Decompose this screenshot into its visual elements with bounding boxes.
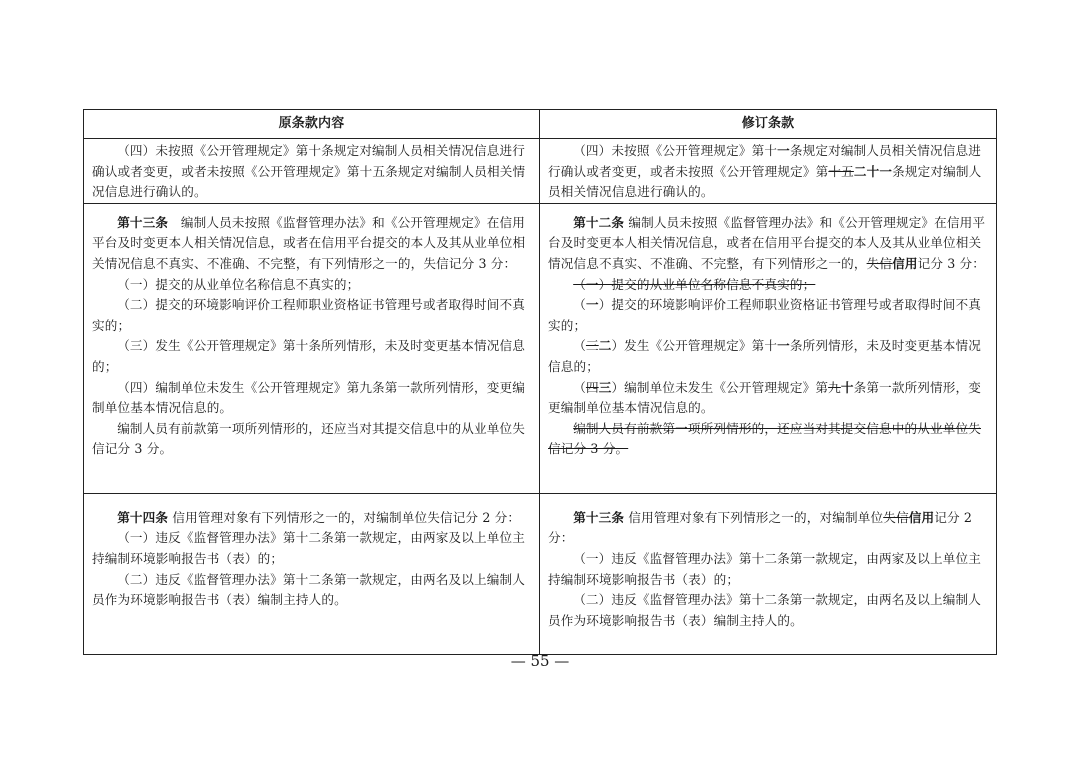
header-original: 原条款内容 [84,110,540,139]
article-paragraph: 第十四条 信用管理对象有下列情形之一的，对编制单位失信记分 2 分： [117,509,521,525]
table-row [84,203,997,493]
original-cell [84,203,540,493]
closing-paragraph: 编制人员有前款第一项所列情形的，还应当对其提交信息中的从业单位失信记分 3 分。 [92,420,525,457]
revised-item-4: （四）未按照《公开管理规定》第十一条规定对编制人员相关情况信息进行确认或者变更，或者未按照《公开管理规定》第十五二十一条规定对编制人员相关情况信息进行确认的。 [548,143,982,200]
article-paragraph: 第十二条 编制人员未按照《监督管理办法》和《公开管理规定》在信用平台及时变更本人相关情况信息，或者在信用平台提交的本人及其从业单位相关情况信息不真实、不准确、不完整，有下列情形之一的，失信信用记分 3 分： [548,214,986,271]
list-item: （一）违反《监督管理办法》第十二条第一款规定，由两家及以上单位主持编制环境影响报告书（表）的； [548,550,981,587]
header-revised: 修订条款 [540,110,997,139]
revised-cell [540,139,997,204]
list-item: （三）发生《公开管理规定》第十条所列情形，未及时变更基本情况信息的； [92,338,525,374]
table-row [84,493,997,654]
inserted-text: 一 [777,143,790,158]
article-paragraph: 第十三条 编制人员未按照《监督管理办法》和《公开管理规定》在信用平台及时变更本人相关情况信息，或者在信用平台提交的本人及其从业单位相关情况信息不真实、不准确、不完整，有下列情形之一的，失信记分 3 分： [92,214,526,271]
inserted-text: 信用 [908,509,935,525]
article-title: 第十三条 [573,509,625,525]
original-item-4: （四）未按照《公开管理规定》第十条规定对编制人员相关情况信息进行确认或者变更，或者未按照《公开管理规定》第十五条规定对编制人员相关情况信息进行确认的。 [92,143,526,200]
inserted-text: 二十一 [853,163,893,179]
page-number: — 55 — [510,652,570,670]
deleted-text: 编制人员有前款第一项所列情形的，还应当对其提交信息中的从业单位失信记分 3 分。 [548,420,981,457]
inserted-text: 一 [585,297,599,313]
article-paragraph: 第十三条 信用管理对象有下列情形之一的，对编制单位失信信用记分 2 分： [548,509,973,546]
deleted-text: 四 [585,379,599,395]
inserted-text: 信用 [892,255,918,271]
comparison-table [83,109,997,655]
revised-cell [540,493,997,654]
deleted-text: 九 [828,379,841,395]
revised-cell [540,203,997,493]
closing-paragraph [548,419,990,460]
deleted-text: 失信 [883,509,909,525]
list-item: （二）提交的环境影响评价工程师职业资格证书管理号或者取得时间不真实的； [92,297,525,333]
list-item: （四三）编制单位未发生《公开管理规定》第九十条第一款所列情形，变更编制单位基本情况信息的。 [548,379,982,416]
deleted-text: 三 [585,338,599,354]
list-item: （一）提交的环境影响评价工程师职业资格证书管理号或者取得时间不真实的； [548,297,981,333]
list-item: （三二）发生《公开管理规定》第十一条所列情形，未及时变更基本情况信息的； [548,338,982,374]
article-title: 第十三条 [117,214,169,230]
deleted-text: 十五 [828,163,854,179]
inserted-text: 二 [598,338,612,354]
inserted-text: 十 [840,379,854,395]
article-title: 第十二条 [573,214,625,230]
list-item: （一）违反《监督管理办法》第十二条第一款规定，由两家及以上单位主持编制环境影响报告书（表）的； [92,530,525,566]
article-title: 第十四条 [117,509,169,525]
original-cell [84,493,540,654]
list-item [548,275,990,296]
inserted-text: 一 [777,338,790,354]
header-row [84,110,997,139]
deleted-text: 失信 [866,255,893,271]
list-item: （四）编制单位未发生《公开管理规定》第九条第一款所列情形，变更编制单位基本情况信息的。 [92,379,525,416]
list-item: （一）提交的从业单位名称信息不真实的； [117,276,360,292]
original-cell [84,139,540,204]
table-row [84,139,997,204]
inserted-text: 三 [598,379,612,395]
list-item: （二）违反《监督管理办法》第十二条第一款规定，由两名及以上编制人员作为环境影响报告书（表）编制主持人的。 [548,592,981,628]
deleted-text: （一）提交的从业单位名称信息不真实的； [573,276,816,292]
list-item: （二）违反《监督管理办法》第十二条第一款规定，由两名及以上编制人员作为环境影响报告书（表）编制主持人的。 [92,571,525,608]
